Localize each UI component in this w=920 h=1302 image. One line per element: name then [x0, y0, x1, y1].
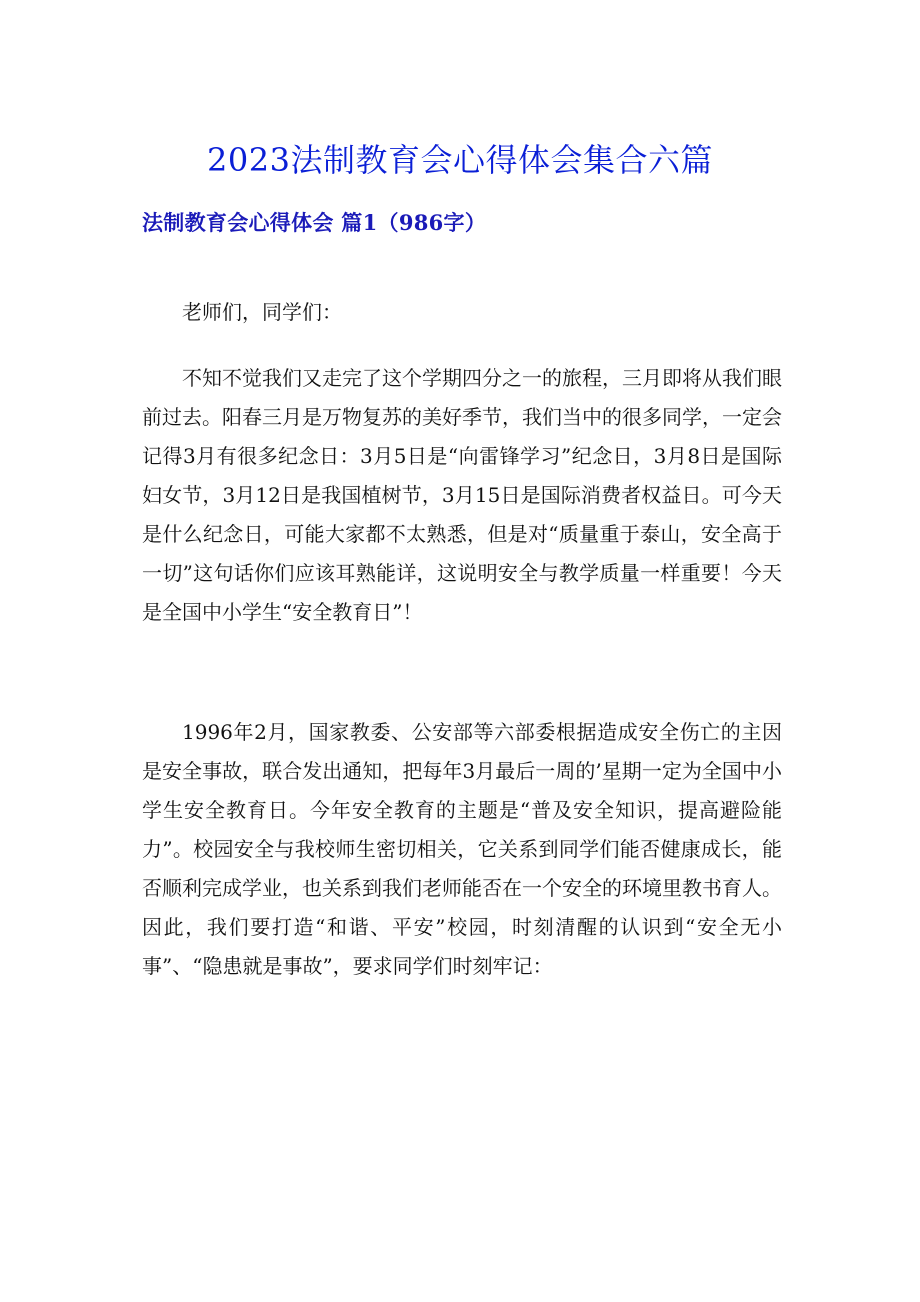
body-paragraph-2: 1996年2月，国家教委、公安部等六部委根据造成安全伤亡的主因是安全事故，联合发出通知，把每年3月最后一周的’星期一定为全国中小学生安全教育日。今年安全教育的主题是“普及安全知识，提高避险能力”。校园安全与我校师生密切相关，它关系到同学们能否健康成长，能否顺利完成学业，也关系到我们老师能否在一个安全的环境里教书育人。因此，我们要打造“和谐、平安”校园，时刻清醒的认识到“安全无小事”、“隐患就是事故”，要求同学们时刻牢记：: [142, 720, 782, 978]
body-paragraph-1: 不知不觉我们又走完了这个学期四分之一的旅程，三月即将从我们眼前过去。阳春三月是万物复苏的美好季节，我们当中的很多同学，一定会记得3月有很多纪念日：3月5日是“向雷锋学习”纪念日，3月8日是国际妇女节，3月12日是我国植树节，3月15日是国际消费者权益日。可今天是什么纪念日，可能大家都不太熟悉，但是对“质量重于泰山，安全高于一切”这句话你们应该耳熟能详，这说明安全与教学质量一样重要！今天是全国中小学生“安全教育日”！: [142, 366, 782, 624]
section-heading: 法制教育会心得体会 篇1（986字）: [142, 210, 487, 235]
document-title: 2023法制教育会心得体会集合六篇: [207, 141, 713, 179]
greeting-paragraph: 老师们，同学们：: [182, 300, 342, 324]
